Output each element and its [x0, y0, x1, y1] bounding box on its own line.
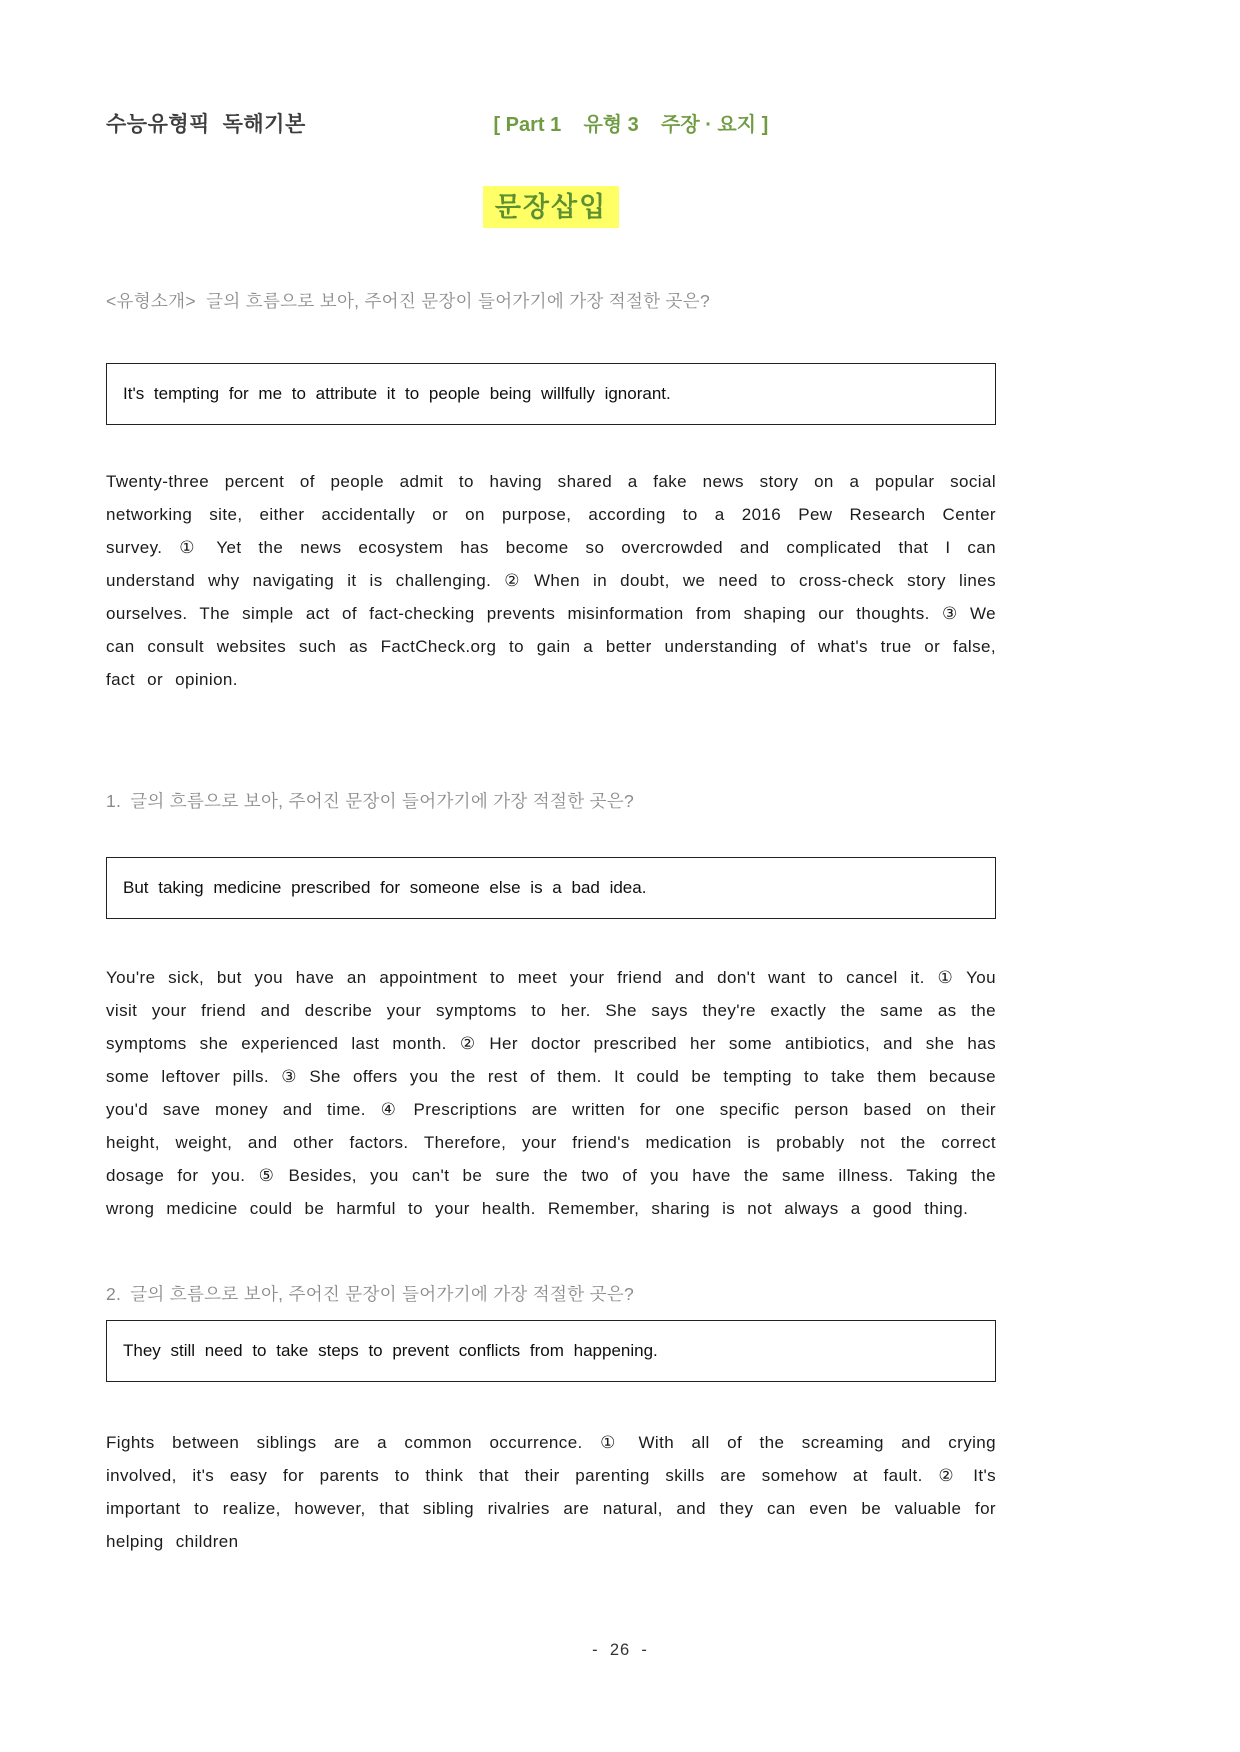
question-1-given-sentence-box	[106, 857, 996, 919]
question-1-number: 1.	[106, 791, 122, 811]
section-title-highlight: 문장삽입	[483, 186, 619, 228]
question-1-heading	[106, 788, 996, 813]
section-title-wrap	[106, 186, 996, 228]
question-2-number: 2.	[106, 1284, 122, 1304]
example-given-sentence-text: It's tempting for me to attribute it to people being willfully ignorant.	[123, 384, 671, 403]
question-2-prompt: 글의 흐름으로 보아, 주어진 문장이 들어가기에 가장 적절한 곳은?	[130, 1284, 635, 1304]
example-given-sentence-box	[106, 363, 996, 425]
question-1-prompt: 글의 흐름으로 보아, 주어진 문장이 들어가기에 가장 적절한 곳은?	[130, 791, 635, 811]
question-2-heading	[106, 1281, 996, 1306]
type-intro-label: <유형소개> 글의 흐름으로 보아, 주어진 문장이 들어가기에 가장 적절한 곳은?	[106, 291, 711, 311]
question-1-given-sentence-text: But taking medicine prescribed for someone else is a bad idea.	[123, 878, 647, 897]
question-2-given-sentence-box	[106, 1320, 996, 1382]
part-unit-tag: [ Part 1 유형 3 주장 · 요지 ]	[493, 114, 769, 136]
question-2-given-sentence-text: They still need to take steps to prevent conflicts from happening.	[123, 1341, 658, 1360]
brand-title: 수능유형픽 독해기본	[106, 113, 306, 136]
question-2-passage: Fights between siblings are a common occurrence. ① With all of the screaming and crying involved, it's easy for parents to think that their parenting skills are somehow at fault. ② It's important to realize, however, that sibling rivalries are natural, and they can even be valuable for helping children	[106, 1433, 996, 1551]
question-1-passage: You're sick, but you have an appointment to meet your friend and don't want to cancel it. ① You visit your friend and describe your symptoms to her. She says they're exactly the same as the symptoms she experienced last month. ② Her doctor prescribed her some antibiotics, and she has some leftover pills. ③ She offers you the rest of them. It could be tempting to take them because you'd save money and time. ④ Prescriptions are written for one specific person based on their height, weight, and other factors. Therefore, your friend's medication is probably not the correct dosage for you. ⑤ Besides, you can't be sure the two of you have the same illness. Taking the wrong medicine could be harmful to your health. Remember, sharing is not always a good thing.	[106, 968, 996, 1218]
page-header	[106, 108, 996, 140]
example-passage: Twenty-three percent of people admit to having shared a fake news story on a popular social networking site, either accidentally or on purpose, according to a 2016 Pew Research Center survey. ① Yet the news ecosystem has become so overcrowded and complicated that I can understand why navigating it is challenging. ② When in doubt, we need to cross-check story lines ourselves. The simple act of fact-checking prevents misinformation from shaping our thoughts. ③ We can consult websites such as FactCheck.org to gain a better understanding of what's true or false, fact or opinion.	[106, 472, 996, 689]
page-number: - 26 -	[592, 1641, 648, 1659]
